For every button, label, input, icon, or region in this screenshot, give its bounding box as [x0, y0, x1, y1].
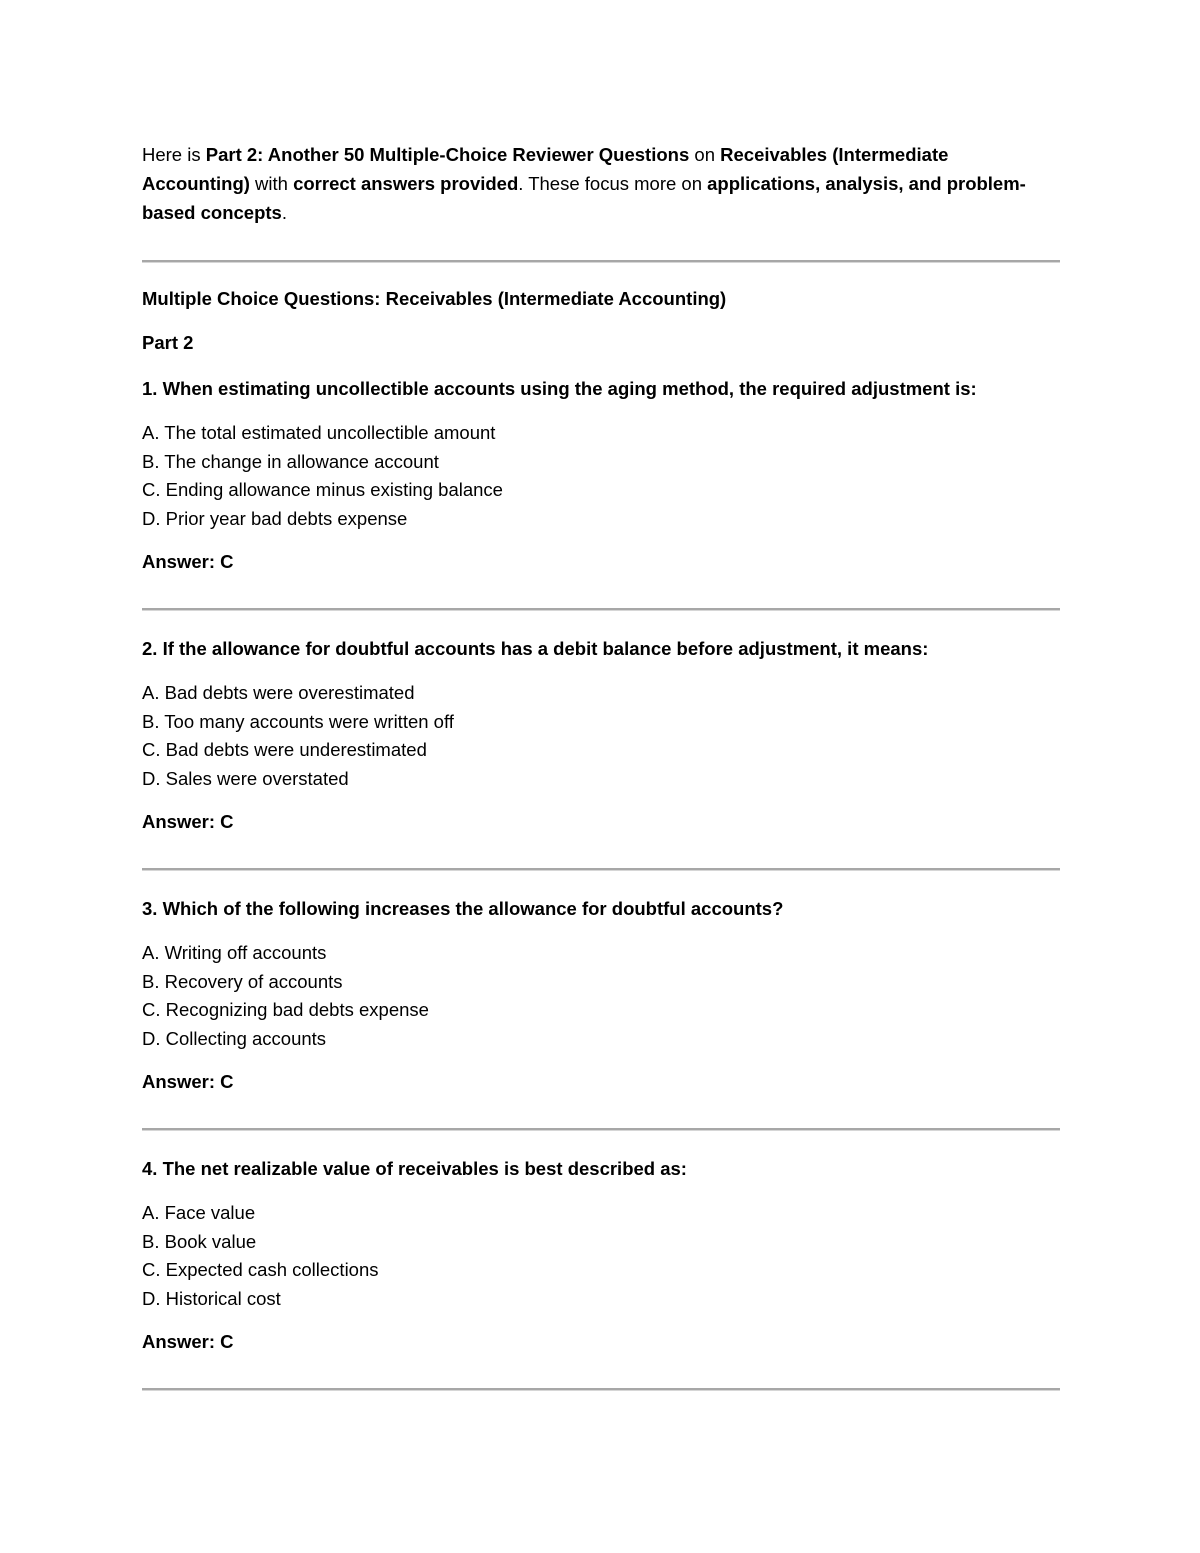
intro-text-3: with	[249, 173, 294, 194]
option-list	[142, 939, 1060, 1053]
option-item: C. Recognizing bad debts expense	[142, 999, 429, 1020]
option-item: D. Prior year bad debts expense	[142, 507, 408, 529]
option-item: A. The total estimated uncollectible amount	[142, 422, 496, 443]
document-page	[142, 140, 1060, 1391]
option-item: A. Bad debts were overestimated	[142, 682, 415, 703]
option-item: C. Bad debts were underestimated	[142, 739, 427, 760]
answer-text: Answer: C	[142, 1071, 234, 1092]
horizontal-rule	[142, 1388, 1060, 1391]
option-item: B. Too many accounts were written off	[142, 710, 454, 732]
option-item: A. Face value	[142, 1202, 256, 1223]
intro-bold-3: correct answers provided	[293, 173, 519, 194]
answer-text: Answer: C	[142, 811, 234, 832]
intro-text-2: on	[689, 144, 721, 165]
option-item: B. Book value	[142, 1230, 257, 1252]
option-item: D. Historical cost	[142, 1287, 281, 1309]
question-text: 2. If the allowance for doubtful accounts has a debit balance before adjustment, it means:	[142, 638, 929, 659]
question-block	[142, 1158, 1060, 1353]
intro-text-5: .	[281, 202, 287, 223]
intro-text-1: Here is	[142, 144, 206, 165]
intro-bold-1: Part 2: Another 50 Multiple-Choice Reviewer Questions	[205, 144, 690, 165]
intro-bold-2: Receivables (Intermediate Accounting)	[142, 144, 949, 194]
intro-bold-4: applications, analysis, and problem-based concepts	[142, 173, 1026, 223]
horizontal-rule	[142, 1128, 1060, 1131]
option-item: A. Writing off accounts	[142, 942, 327, 963]
option-list	[142, 679, 1060, 793]
part-label: Part 2	[142, 332, 194, 353]
intro-text-4: . These focus more on	[518, 173, 708, 194]
question-text: 3. Which of the following increases the allowance for doubtful accounts?	[142, 898, 784, 919]
intro-paragraph	[142, 140, 1060, 227]
question-text: 4. The net realizable value of receivables is best described as:	[142, 1158, 687, 1179]
question-block	[142, 638, 1060, 833]
question-block	[142, 898, 1060, 1093]
option-list	[142, 1199, 1060, 1313]
option-item: B. The change in allowance account	[142, 450, 439, 472]
question-text: 1. When estimating uncollectible accounts using the aging method, the required adjustment is:	[142, 378, 977, 399]
option-item: B. Recovery of accounts	[142, 970, 343, 992]
option-list	[142, 419, 1060, 533]
horizontal-rule	[142, 608, 1060, 611]
answer-text: Answer: C	[142, 1331, 234, 1352]
option-item: C. Ending allowance minus existing balance	[142, 479, 503, 500]
document-title: Multiple Choice Questions: Receivables (Intermediate Accounting)	[142, 288, 727, 309]
option-item: D. Sales were overstated	[142, 767, 349, 789]
horizontal-rule	[142, 868, 1060, 871]
option-item: D. Collecting accounts	[142, 1027, 327, 1049]
option-item: C. Expected cash collections	[142, 1259, 379, 1280]
question-block	[142, 378, 1060, 573]
answer-text: Answer: C	[142, 551, 234, 572]
horizontal-rule	[142, 260, 1060, 263]
